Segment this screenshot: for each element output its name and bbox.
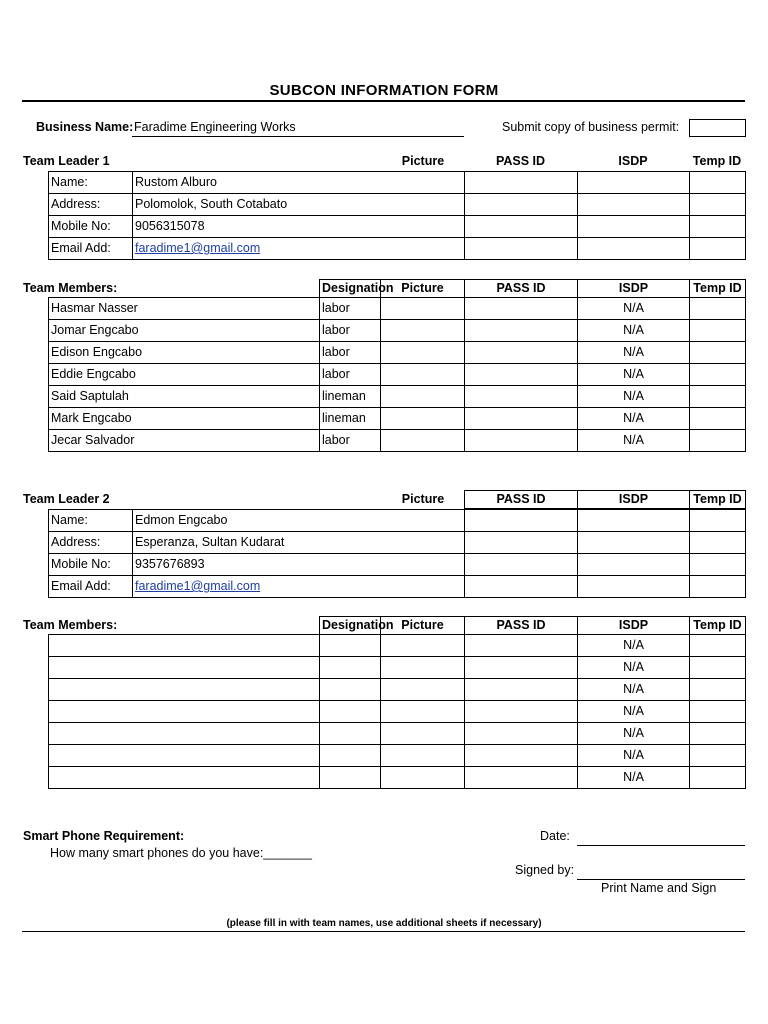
leader-address-value[interactable]: Esperanza, Sultan Kudarat (133, 532, 465, 554)
leader-row-name (49, 510, 746, 532)
members-header-row (49, 617, 746, 635)
date-label: Date: (540, 829, 570, 843)
permit-checkbox[interactable] (689, 119, 746, 137)
temp-id-cell[interactable] (690, 723, 746, 745)
member-name[interactable] (49, 635, 320, 657)
table-row (49, 745, 746, 767)
date-line[interactable] (577, 845, 745, 846)
temp-id-cell[interactable] (690, 342, 746, 364)
isdp-cell[interactable] (578, 554, 690, 576)
temp-id-cell[interactable] (690, 216, 746, 238)
pass-id-cell[interactable] (465, 430, 578, 452)
temp-id-cell[interactable] (690, 194, 746, 216)
footer-note: (please fill in with team names, use additional sheets if necessary) (226, 918, 542, 929)
isdp-cell[interactable] (578, 194, 690, 216)
leader-row-mobile (49, 554, 746, 576)
field-label: Email Add: (49, 576, 133, 598)
team1-leader-col-isdp: ISDP (618, 154, 648, 168)
footer-rule (22, 931, 745, 932)
pass-id-cell[interactable] (465, 657, 578, 679)
picture-cell[interactable] (381, 320, 465, 342)
picture-cell[interactable] (381, 342, 465, 364)
picture-cell[interactable] (381, 386, 465, 408)
member-designation[interactable] (320, 635, 381, 657)
leader-header-row (465, 491, 746, 509)
member-designation[interactable] (320, 701, 381, 723)
smartphone-question[interactable]: How many smart phones do you have:_______ (50, 846, 312, 860)
table-row (49, 701, 746, 723)
temp-id-cell[interactable] (690, 408, 746, 430)
member-name[interactable]: Mark Engcabo (49, 408, 320, 430)
temp-id-cell[interactable] (690, 576, 746, 598)
form-title: SUBCON INFORMATION FORM (269, 82, 499, 99)
temp-id-cell[interactable] (690, 679, 746, 701)
leader-name-value[interactable]: Rustom Alburo (133, 172, 465, 194)
col-tempid: Temp ID (690, 280, 746, 298)
picture-cell[interactable] (381, 701, 465, 723)
field-label: Address: (49, 194, 133, 216)
members-header-blank (49, 280, 320, 298)
temp-id-cell[interactable] (690, 701, 746, 723)
team1-leader-col-picture: Picture (401, 154, 445, 168)
isdp-cell[interactable]: N/A (578, 745, 690, 767)
title-rule (22, 100, 745, 102)
leader-address-value[interactable]: Polomolok, South Cotabato (133, 194, 465, 216)
member-name[interactable]: Hasmar Nasser (49, 298, 320, 320)
pass-id-cell[interactable] (465, 723, 578, 745)
leader-email-link[interactable]: faradime1@gmail.com (135, 241, 261, 255)
member-name[interactable] (49, 679, 320, 701)
business-name-underline (132, 136, 464, 137)
team2-leader-header-table (464, 490, 746, 509)
isdp-cell[interactable]: N/A (578, 701, 690, 723)
leader-mobile-value[interactable]: 9056315078 (133, 216, 465, 238)
table-row (49, 342, 746, 364)
col-tempid: Temp ID (690, 491, 746, 509)
pass-id-cell[interactable] (465, 364, 578, 386)
team1-leader-table (48, 171, 746, 260)
team1-members-table (48, 279, 746, 452)
member-designation[interactable]: labor (320, 298, 381, 320)
team2-members-table (48, 616, 746, 789)
member-designation[interactable]: labor (320, 364, 381, 386)
isdp-cell[interactable] (578, 172, 690, 194)
pass-id-cell[interactable] (465, 679, 578, 701)
table-row (49, 364, 746, 386)
col-isdp: ISDP (578, 280, 690, 298)
member-designation[interactable]: labor (320, 342, 381, 364)
table-row (49, 320, 746, 342)
isdp-cell[interactable]: N/A (578, 679, 690, 701)
member-name[interactable]: Jomar Engcabo (49, 320, 320, 342)
isdp-cell[interactable]: N/A (578, 408, 690, 430)
team1-leader-col-tempid: Temp ID (692, 154, 742, 168)
isdp-cell[interactable]: N/A (578, 767, 690, 789)
member-designation[interactable]: labor (320, 430, 381, 452)
leader-row-email (49, 238, 746, 260)
member-designation[interactable] (320, 723, 381, 745)
leader-row-address (49, 532, 746, 554)
field-label: Mobile No: (49, 216, 133, 238)
field-label: Address: (49, 532, 133, 554)
leader-row-email (49, 576, 746, 598)
temp-id-cell[interactable] (690, 657, 746, 679)
col-picture: Picture (381, 617, 465, 635)
team1-leader-col-passid: PASS ID (495, 154, 546, 168)
leader-row-address (49, 194, 746, 216)
member-name[interactable] (49, 657, 320, 679)
isdp-cell[interactable]: N/A (578, 657, 690, 679)
business-name-value[interactable]: Faradime Engineering Works (134, 120, 296, 134)
pass-id-cell[interactable] (465, 298, 578, 320)
temp-id-cell[interactable] (690, 430, 746, 452)
field-label: Mobile No: (49, 554, 133, 576)
picture-cell[interactable] (381, 679, 465, 701)
team2-members-heading: Team Members: (23, 618, 118, 632)
temp-id-cell[interactable] (690, 767, 746, 789)
picture-cell[interactable] (381, 745, 465, 767)
leader-row-name (49, 172, 746, 194)
pass-id-cell[interactable] (465, 701, 578, 723)
isdp-cell[interactable] (578, 510, 690, 532)
isdp-cell[interactable]: N/A (578, 298, 690, 320)
isdp-cell[interactable]: N/A (578, 386, 690, 408)
pass-id-cell[interactable] (465, 532, 578, 554)
members-header-row (49, 280, 746, 298)
team2-leader-heading: Team Leader 2 (23, 492, 110, 506)
col-designation: Designation (320, 280, 381, 298)
col-picture: Picture (381, 280, 465, 298)
member-name[interactable] (49, 745, 320, 767)
isdp-cell[interactable] (578, 532, 690, 554)
smartphone-heading: Smart Phone Requirement: (23, 829, 185, 843)
col-designation: Designation (320, 617, 381, 635)
pass-id-cell[interactable] (465, 386, 578, 408)
table-row (49, 430, 746, 452)
pass-id-cell[interactable] (465, 216, 578, 238)
isdp-cell[interactable] (578, 238, 690, 260)
picture-cell[interactable] (381, 635, 465, 657)
temp-id-cell[interactable] (690, 320, 746, 342)
leader-mobile-value[interactable]: 9357676893 (133, 554, 465, 576)
picture-cell[interactable] (381, 298, 465, 320)
field-label: Email Add: (49, 238, 133, 260)
temp-id-cell[interactable] (690, 386, 746, 408)
col-passid: PASS ID (465, 280, 578, 298)
pass-id-cell[interactable] (465, 635, 578, 657)
pass-id-cell[interactable] (465, 576, 578, 598)
team1-members-heading: Team Members: (23, 281, 118, 295)
isdp-cell[interactable]: N/A (578, 430, 690, 452)
picture-cell[interactable] (381, 408, 465, 430)
table-row (49, 298, 746, 320)
temp-id-cell[interactable] (690, 238, 746, 260)
field-label: Name: (49, 510, 133, 532)
team2-leader-col-picture: Picture (401, 492, 445, 506)
table-row (49, 657, 746, 679)
leader-email-cell (133, 238, 465, 260)
field-label: Name: (49, 172, 133, 194)
temp-id-cell[interactable] (690, 364, 746, 386)
isdp-cell[interactable] (578, 576, 690, 598)
table-row (49, 386, 746, 408)
member-designation[interactable]: labor (320, 320, 381, 342)
pass-id-cell[interactable] (465, 172, 578, 194)
member-name[interactable]: Jecar Salvador (49, 430, 320, 452)
leader-name-value[interactable]: Edmon Engcabo (133, 510, 465, 532)
pass-id-cell[interactable] (465, 408, 578, 430)
temp-id-cell[interactable] (690, 745, 746, 767)
temp-id-cell[interactable] (690, 298, 746, 320)
isdp-cell[interactable]: N/A (578, 320, 690, 342)
member-designation[interactable] (320, 657, 381, 679)
col-passid: PASS ID (465, 491, 578, 509)
picture-cell[interactable] (381, 657, 465, 679)
team2-leader-table (48, 509, 746, 598)
isdp-cell[interactable]: N/A (578, 342, 690, 364)
pass-id-cell[interactable] (465, 320, 578, 342)
leader-email-cell (133, 576, 465, 598)
col-isdp: ISDP (578, 491, 690, 509)
member-name[interactable]: Said Saptulah (49, 386, 320, 408)
print-name-label: Print Name and Sign (601, 881, 717, 895)
temp-id-cell[interactable] (690, 635, 746, 657)
member-name[interactable] (49, 767, 320, 789)
table-row (49, 767, 746, 789)
member-designation[interactable]: lineman (320, 408, 381, 430)
col-passid: PASS ID (465, 617, 578, 635)
member-designation[interactable] (320, 679, 381, 701)
pass-id-cell[interactable] (465, 767, 578, 789)
picture-cell[interactable] (381, 723, 465, 745)
pass-id-cell[interactable] (465, 342, 578, 364)
table-row (49, 723, 746, 745)
picture-cell[interactable] (381, 767, 465, 789)
members-header-blank (49, 617, 320, 635)
temp-id-cell[interactable] (690, 510, 746, 532)
picture-cell[interactable] (381, 430, 465, 452)
isdp-cell[interactable]: N/A (578, 723, 690, 745)
col-isdp: ISDP (578, 617, 690, 635)
isdp-cell[interactable]: N/A (578, 635, 690, 657)
signed-by-label: Signed by: (515, 863, 575, 877)
leader-email-link[interactable]: faradime1@gmail.com (135, 579, 261, 593)
pass-id-cell[interactable] (465, 510, 578, 532)
pass-id-cell[interactable] (465, 194, 578, 216)
member-name[interactable]: Edison Engcabo (49, 342, 320, 364)
member-designation[interactable] (320, 745, 381, 767)
member-name[interactable]: Eddie Engcabo (49, 364, 320, 386)
table-row (49, 679, 746, 701)
temp-id-cell[interactable] (690, 532, 746, 554)
temp-id-cell[interactable] (690, 554, 746, 576)
picture-cell[interactable] (381, 364, 465, 386)
member-name[interactable] (49, 701, 320, 723)
temp-id-cell[interactable] (690, 172, 746, 194)
permit-label: Submit copy of business permit: (502, 120, 680, 134)
pass-id-cell[interactable] (465, 238, 578, 260)
isdp-cell[interactable] (578, 216, 690, 238)
table-row (49, 635, 746, 657)
leader-row-mobile (49, 216, 746, 238)
member-name[interactable] (49, 723, 320, 745)
business-name-label: Business Name: (36, 120, 134, 134)
isdp-cell[interactable]: N/A (578, 364, 690, 386)
pass-id-cell[interactable] (465, 745, 578, 767)
col-tempid: Temp ID (690, 617, 746, 635)
member-designation[interactable] (320, 767, 381, 789)
team1-leader-heading: Team Leader 1 (23, 154, 110, 168)
table-row (49, 408, 746, 430)
member-designation[interactable]: lineman (320, 386, 381, 408)
pass-id-cell[interactable] (465, 554, 578, 576)
